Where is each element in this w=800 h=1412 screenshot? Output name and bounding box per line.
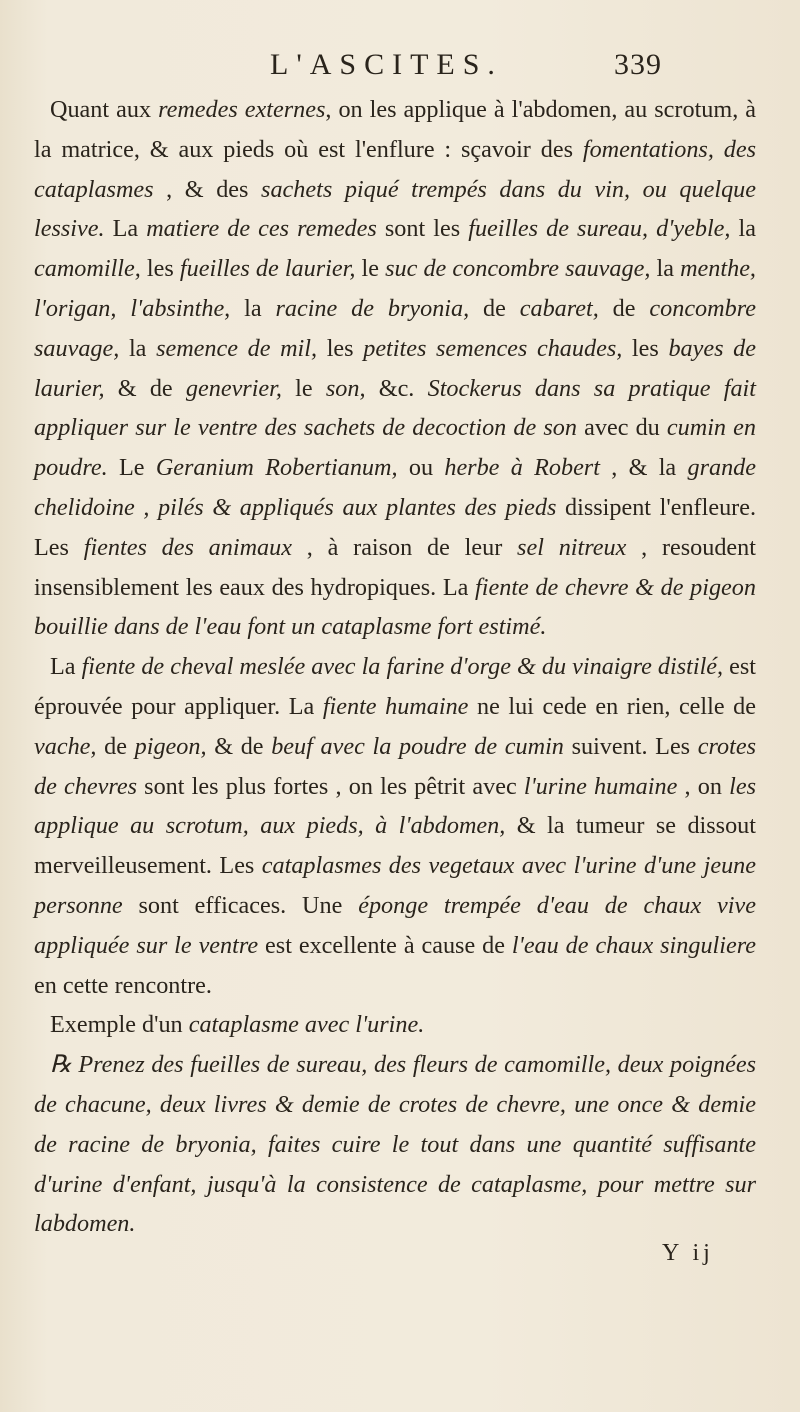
italic-text: fientes des animaux: [83, 533, 292, 561]
roman-text: suivent. Les: [563, 732, 698, 760]
italic-text: fiente de chevre & de pigeon bouillie dans de l'eau font un cataplasme fort estimé.: [34, 573, 756, 641]
italic-text: sachets piqué trempés dans du vin, ou quelque lessive.: [34, 175, 756, 243]
roman-text: le: [355, 255, 386, 283]
italic-text: l'eau de chaux singuliere: [511, 931, 756, 959]
italic-text: remedes externes: [158, 96, 326, 123]
roman-text: les: [317, 334, 364, 362]
italic-text: son,: [325, 374, 366, 402]
italic-text: cabaret,: [519, 294, 599, 322]
roman-text: la: [730, 215, 756, 243]
roman-text: , & des: [153, 175, 262, 203]
roman-text: est éprouvée pour appliquer. La: [34, 653, 756, 720]
roman-text: sont les: [376, 215, 469, 243]
italic-text: suc de concombre sauvage,: [385, 255, 651, 283]
italic-text: fiente humaine: [322, 692, 469, 720]
roman-text: La: [104, 215, 147, 243]
roman-text: de: [469, 294, 520, 322]
italic-text: grande chelidoine , pilés & appliqués aux plantes des pieds: [34, 454, 757, 521]
body-text: [34, 90, 756, 1244]
roman-text: & de: [104, 374, 186, 402]
roman-text: la: [119, 334, 157, 362]
italic-text: pigeon,: [134, 732, 207, 760]
roman-text: , on: [677, 772, 730, 800]
roman-text: & la tumeur se dissout merveilleusement. Les: [34, 812, 756, 880]
roman-text: la: [230, 294, 276, 322]
roman-text: ne lui cede en rien, celle de: [468, 692, 756, 720]
roman-text: de: [598, 294, 650, 322]
italic-text: les applique au scrotum, aux pieds, à l'abdomen,: [34, 772, 756, 840]
roman-text: , on les applique à l'abdomen, au scrotum, à la matrice, & aux pieds où est l'enflure : sçavoir des: [34, 96, 756, 163]
italic-text: fomentations, des cataplasmes: [34, 135, 756, 203]
roman-text: , & la: [599, 454, 688, 482]
italic-text: concombre sauvage,: [34, 294, 756, 362]
italic-text: genevrier,: [185, 374, 282, 402]
roman-text: de: [96, 732, 135, 760]
roman-text: est excellente à cause de: [258, 931, 512, 959]
roman-text: en cette rencontre.: [34, 971, 212, 999]
roman-text: avec du: [576, 414, 667, 442]
roman-text: & de: [206, 732, 272, 760]
paragraph: [34, 647, 756, 1005]
roman-text: &c.: [365, 374, 428, 402]
italic-text: matiere de ces remedes: [146, 215, 377, 243]
italic-text: petites semences chaudes,: [363, 334, 623, 362]
italic-text: menthe, l'origan, l'absinthe,: [34, 255, 756, 322]
italic-text: l'urine humaine: [523, 772, 678, 800]
italic-text: herbe à Robert: [444, 454, 600, 482]
roman-text: ou: [397, 454, 445, 482]
paragraph: [34, 1045, 756, 1244]
roman-text: sont les plus fortes , on les pêtrit avec: [136, 772, 524, 800]
italic-text: cataplasme avec l'urine.: [188, 1011, 425, 1039]
italic-text: racine de bryonia,: [275, 294, 470, 322]
italic-text: ℞ Prenez des fueilles de sureau, des fleurs de camomille, deux poignées de chacune, deux livres & demie de crotes de chevre, une once & demie de racine de bryonia, faites cuire le tout dans une quantité suffisante d'urine d'enfant, jusqu'à la consistence de cataplasme, pour mettre sur labdomen.: [34, 1051, 756, 1238]
italic-text: fueilles de sureau, d'yeble,: [468, 215, 731, 243]
italic-text: fueilles de laurier,: [179, 255, 356, 283]
roman-text: Quant aux: [50, 96, 159, 123]
roman-text: , resoudent insensiblement les eaux des hydropiques. La: [34, 533, 756, 601]
page-number: 339: [614, 48, 662, 81]
roman-text: Le: [107, 454, 156, 482]
italic-text: semence de mil,: [156, 334, 318, 362]
roman-text: les: [622, 334, 669, 362]
italic-text: Stockerus dans sa pratique fait appliquer sur le ventre des sachets de decoction de son: [34, 374, 756, 442]
roman-text: , à raison de leur: [291, 533, 518, 561]
signature-mark: Y ij: [662, 1240, 714, 1266]
italic-text: cumin en poudre.: [34, 414, 756, 482]
roman-text: sont efficaces. Une: [122, 891, 359, 919]
roman-text: dissipent l'enfleure. Les: [34, 493, 756, 561]
roman-text: les: [140, 255, 180, 283]
running-head: L'ASCITES.: [270, 48, 503, 81]
roman-text: la: [650, 255, 681, 283]
italic-text: éponge trempée d'eau de chaux vive appliquée sur le ventre: [34, 891, 756, 959]
italic-text: vache,: [34, 732, 97, 760]
italic-text: cataplasmes des vegetaux avec l'urine d'une jeune personne: [34, 852, 756, 919]
roman-text: le: [281, 374, 326, 402]
italic-text: crotes de chevres: [34, 732, 756, 800]
italic-text: beuf avec la poudre de cumin: [271, 732, 564, 760]
italic-text: fiente de cheval meslée avec la farine d'orge & du vinaigre distilé,: [81, 653, 724, 681]
italic-text: Geranium Robertianum,: [155, 454, 398, 482]
roman-text: La: [50, 653, 82, 681]
italic-text: bayes de laurier,: [34, 334, 756, 402]
italic-text: sel nitreux: [517, 533, 627, 561]
roman-text: Exemple d'un: [50, 1011, 189, 1039]
italic-text: camomille,: [34, 255, 141, 283]
paragraph: [34, 90, 756, 647]
paragraph: [34, 1005, 756, 1045]
